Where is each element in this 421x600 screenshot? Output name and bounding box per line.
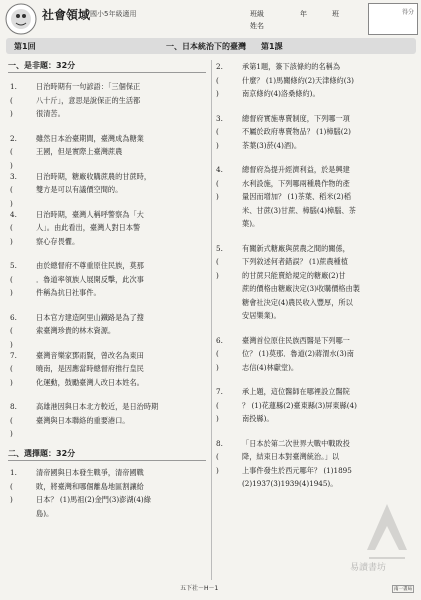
question-number[interactable]: 1.( ) bbox=[10, 468, 17, 504]
lesson-bar bbox=[6, 38, 416, 54]
question-number[interactable]: 4.( ) bbox=[10, 209, 17, 246]
subject-title: 社會領域 bbox=[42, 8, 91, 22]
watermark-text: 易讀書坊 bbox=[350, 563, 387, 573]
question-number[interactable]: 6.( ) bbox=[10, 312, 17, 349]
question-number[interactable]: 1.( ) bbox=[10, 82, 17, 118]
course-label: 第1課 bbox=[261, 42, 283, 51]
section-divider bbox=[8, 460, 206, 461]
question-number[interactable]: 7.( ) bbox=[216, 387, 223, 423]
section-divider bbox=[8, 72, 206, 73]
question-number[interactable]: 4.( ) bbox=[216, 165, 223, 201]
page-footer: 五下社－H－1 bbox=[180, 585, 219, 592]
header bbox=[0, 0, 421, 36]
year-label: 年 bbox=[300, 10, 307, 18]
section-true-false: 一、是非題：32分 bbox=[8, 61, 76, 70]
question-number[interactable]: 8.( ) bbox=[10, 402, 17, 438]
name-label: 姓名 bbox=[250, 22, 264, 30]
column-divider bbox=[211, 60, 212, 580]
grade-label: 國小5年級適用 bbox=[90, 10, 137, 18]
question-number[interactable]: 2.( ) bbox=[10, 133, 17, 170]
section-choice: 二、選擇題：32分 bbox=[8, 449, 76, 458]
score-box[interactable] bbox=[368, 3, 418, 35]
class-info bbox=[240, 3, 370, 35]
worksheet-page: 社會領域 國小5年級適用 班級 年 班 姓名 得分 第1回 一、日本統治下的臺灣 第1課 一、是非題：32分 1.( ) 日治時期有一句諺語：「三個保正 八十斤」，意思是說保正的生活都 很清苦。 2.( ) 雖然日本治臺期間，臺灣成為糖業 王國，但是實際上臺灣蔗農 3.( ) 日治時期，糖廠收購蔗農的甘蔗時， 雙方是可以有議價空間的。 4.( ) 日治時期，臺灣人稱呼警察為「大 人」。由此看出，臺灣人對日本警 察心存畏懼。 5.( ) 由於總督府不尊重原住民族，莫那 ．魯道率領族人展開反擊，此次事 件稱為抗日社事件。 6.( ) 日本官方建造阿里山鐵路是為了搜 索臺灣珍貴的林木資源。 7.( ) 臺灣音樂家鄧雨賢，曾改名為東田 曉南，是因應當時總督府推行皇民 化運動，鼓勵臺灣人改日本姓名。 8.( ) 高雄港因與日本北方較近，是日治時期 臺灣與日本聯絡的重要港口。 二、選擇題：32分 1.( ) 清帝國與日本發生戰爭，清帝國戰 敗，將臺灣和哪個離島地區割讓給 日本？ (1)馬祖(2)金門(3)澎湖(4)綠 島)。 2.( ) 承第1題，簽下該條約的名稱為 什麼？ (1)馬關條約(2)天津條約(3) 南京條約(4)洛桑條約)。 3.( ) 總督府實施專賣制度，下列哪一項 不屬於政府專賣物品？ (1)樟腦(2) 茶葉(3)菸(4)酒)。 4.( ) 總督府為提升經濟利益，於是興建 水利設施，下列哪兩種農作物的產 量因而增加？ (1)茶葉、稻米(2)稻 米、甘蔗(3)甘蔗、樟腦(4)樟腦、茶 葉)。 5.( ) 有關新式糖廠與蔗農之間的關係， 下列敘述何者錯誤？ (1)蔗農種植 的甘蔗只能賣給規定的糖廠(2)甘 蔗的價格由糖廠決定(3)收購價格由製 糖會社決定(4)農民收入豐厚，所以 安居樂業)。 6.( ) 臺灣首位原住民族西醫是下列哪一 位？ (1)莫那．魯道(2)蔣渭水(3)南 志信(4)林獻堂)。 7.( ) 承上題，這位醫師在哪裡設立醫院 ？ (1)花蓮縣(2)臺東縣(3)屏東縣(4) 南投縣)。 8.( ) 「日本於第二次世界大戰中戰敗投 降，結束日本對臺灣統治。」以 上事件發生於西元哪年？ (1)1895 (2)1937(3)1939(4)1945)。 易讀書坊 五下社－H－1 南一書局 bbox=[0, 0, 421, 600]
lesson-title: 一、日本統治下的臺灣 bbox=[166, 42, 246, 51]
question-number[interactable]: 5.( ) bbox=[10, 261, 17, 297]
watermark-logo-icon bbox=[355, 500, 419, 590]
question-number[interactable]: 3.( ) bbox=[216, 113, 223, 150]
question-number[interactable]: 8.( ) bbox=[216, 438, 223, 475]
brand-logo-icon bbox=[4, 2, 38, 36]
question-number[interactable]: 7.( ) bbox=[10, 350, 17, 387]
score-label: 得分 bbox=[401, 9, 414, 16]
question-number[interactable]: 5.( ) bbox=[216, 243, 223, 280]
class-label: 班級 bbox=[250, 10, 264, 18]
question-number[interactable]: 3.( ) bbox=[10, 171, 17, 208]
ban-label: 班 bbox=[332, 10, 339, 18]
lesson-number: 第1回 bbox=[14, 42, 36, 51]
question-number[interactable]: 2.( ) bbox=[216, 62, 223, 98]
publisher-badge: 南一書局 bbox=[394, 587, 412, 592]
question-number[interactable]: 6.( ) bbox=[216, 335, 223, 372]
